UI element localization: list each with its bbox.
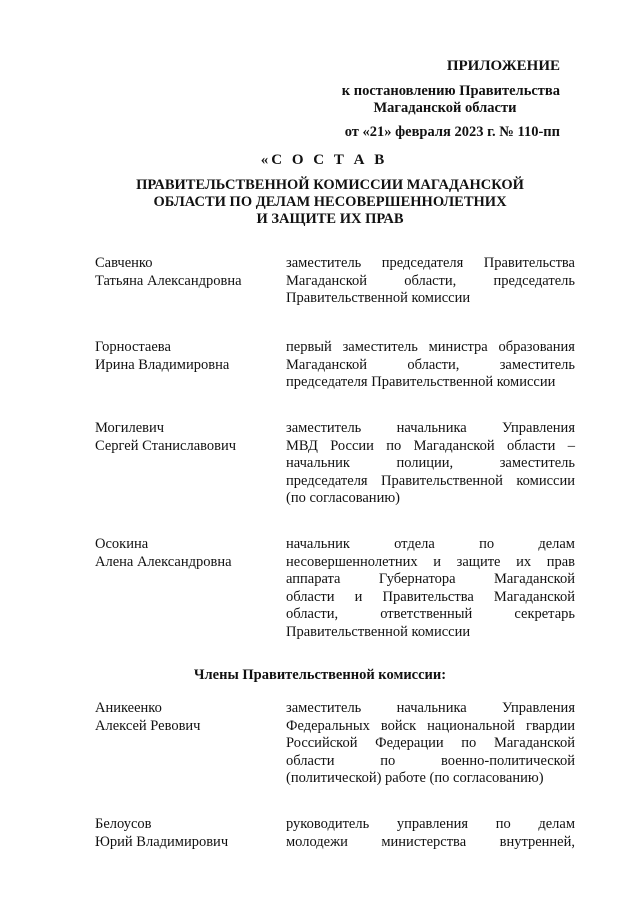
position-word: председателя [286,472,368,489]
position-word: Магаданской [493,588,575,605]
position-word: заместитель [499,356,575,373]
position-line [286,273,575,291]
heading-line: ПРАВИТЕЛЬСТВЕННОЙ КОМИССИИ МАГАДАНСКОЙ [136,177,524,193]
position-word: образования [498,339,575,355]
position-word: заместитель [342,339,418,355]
position-word: Правительства [382,588,474,605]
position-word: гвардии [526,717,575,734]
position-word: и [354,588,363,605]
position-word: области, [404,272,457,289]
position-word: заместитель [286,255,362,271]
position-word: начальника [396,420,467,436]
position-word: молодежи [286,833,348,850]
person-given-names: Юрий Владимирович [95,833,229,850]
position-word: управления [396,816,469,832]
position-word: Магаданской [493,735,575,751]
appendix-block [300,58,560,141]
position-word: по [380,752,396,769]
position-word: Магаданской [286,272,368,289]
position-word: России [330,437,374,454]
position-line: (по согласованию) [286,490,400,506]
person-name [95,339,280,374]
position-line [286,816,575,834]
position-line [286,536,575,554]
person-position [286,816,575,851]
position-line [286,589,575,607]
person-surname: Белоусов [95,816,152,832]
position-line [286,571,575,589]
person-name [95,255,280,290]
position-word: Магаданской [286,356,368,373]
position-word: внутренней, [499,833,575,850]
position-line [286,255,575,273]
position-word: области, [407,356,460,373]
position-word: Российской [286,735,358,751]
appendix-line-2: Магаданской области [373,100,517,116]
position-word: – [567,437,575,454]
person-surname: Савченко [95,255,153,271]
person-surname: Осокина [95,536,149,552]
person-given-names: Сергей Станиславович [95,437,237,454]
position-word: защите [456,553,501,570]
position-line [286,606,575,624]
person-given-names: Алексей Ревович [95,717,201,734]
position-line [286,473,575,491]
position-word: Правительства [483,255,575,271]
position-line: Правительственной комиссии [286,623,471,640]
position-word: Магаданской [413,437,495,454]
heading-line: ОБЛАСТИ ПО ДЕЛАМ НЕСОВЕРШЕННОЛЕТНИХ [153,194,507,210]
appendix-date: от «21» февраля 2023 г. № 110-пп [344,124,560,140]
position-line [286,700,575,718]
position-word: министра [428,339,488,355]
position-word: их [516,553,532,570]
position-word: заместитель [286,700,362,716]
position-word: начальник [286,455,350,471]
person-position [286,339,575,392]
position-word: области, [286,606,339,622]
position-word: председателя [381,255,464,271]
position-word: Федерации [375,735,444,751]
appendix-title: ПРИЛОЖЕНИЕ [446,58,560,74]
position-line [286,718,575,736]
person-name [95,420,280,455]
position-word: аппарата [286,571,341,587]
position-line: Правительственной комиссии [286,290,471,306]
position-word: первый [286,339,332,355]
position-word: заместитель [499,455,575,471]
position-word: области [506,437,556,454]
person-surname: Аникеенко [95,700,162,716]
members-heading: Члены Правительственной комиссии: [193,667,447,683]
position-line [286,357,575,375]
position-line: (политической) работе (по согласованию) [286,770,544,786]
position-word: руководитель [286,816,370,832]
position-word: делам [538,536,575,552]
appendix-line-1: к постановлению Правительства [341,83,560,99]
position-line: председателя Правительственной комиссии [286,374,556,390]
position-word: заместитель [286,420,362,436]
position-word: войск [380,717,417,734]
person-surname: Горностаева [95,339,171,355]
position-word: Правительственной [381,472,503,489]
position-word: председатель [493,272,575,289]
position-word: отдела [394,536,435,552]
person-given-names: Ирина Владимировна [95,356,230,373]
position-word: полиции, [396,455,454,471]
position-line [286,735,575,753]
person-position [286,536,575,641]
position-line [286,420,575,438]
position-word: прав [546,553,575,570]
position-word: по [495,816,511,832]
person-name [95,816,280,851]
person-surname: Могилевич [95,420,165,436]
position-word: делам [538,816,575,832]
position-line [286,455,575,473]
position-word: МВД [286,437,318,454]
person-position [286,700,575,788]
position-word: ответственный [380,606,473,622]
position-word: комиссии [516,472,575,489]
person-name [95,536,280,571]
heading-line: И ЗАЩИТЕ ИХ ПРАВ [256,211,404,227]
position-word: министерства [381,833,467,850]
person-position [286,255,575,308]
position-word: Губернатора [378,571,456,587]
position-word: и [433,553,442,570]
position-word: начальника [396,700,467,716]
position-line [286,554,575,572]
position-word: Магаданской [493,571,575,587]
person-given-names: Татьяна Александровна [95,272,242,289]
composition-title: «С О С Т А В [260,152,388,168]
position-word: секретарь [514,606,575,622]
position-word: несовершеннолетних [286,553,418,570]
position-word: по [461,735,477,751]
position-line [286,753,575,771]
position-word: Управления [502,700,575,716]
composition-heading [100,177,560,228]
position-line [286,834,575,852]
position-word: начальник [286,536,350,552]
person-name [95,700,280,735]
position-word: области [286,752,335,769]
position-line [286,438,575,456]
position-word: области [286,588,335,605]
position-word: по [386,437,402,454]
position-word: Управления [502,420,575,436]
position-word: Федеральных [286,717,370,734]
person-position [286,420,575,508]
position-word: национальной [427,717,516,734]
person-given-names: Алена Александровна [95,553,232,570]
position-word: по [479,536,495,552]
position-line [286,339,575,357]
position-word: военно-политической [441,752,575,769]
